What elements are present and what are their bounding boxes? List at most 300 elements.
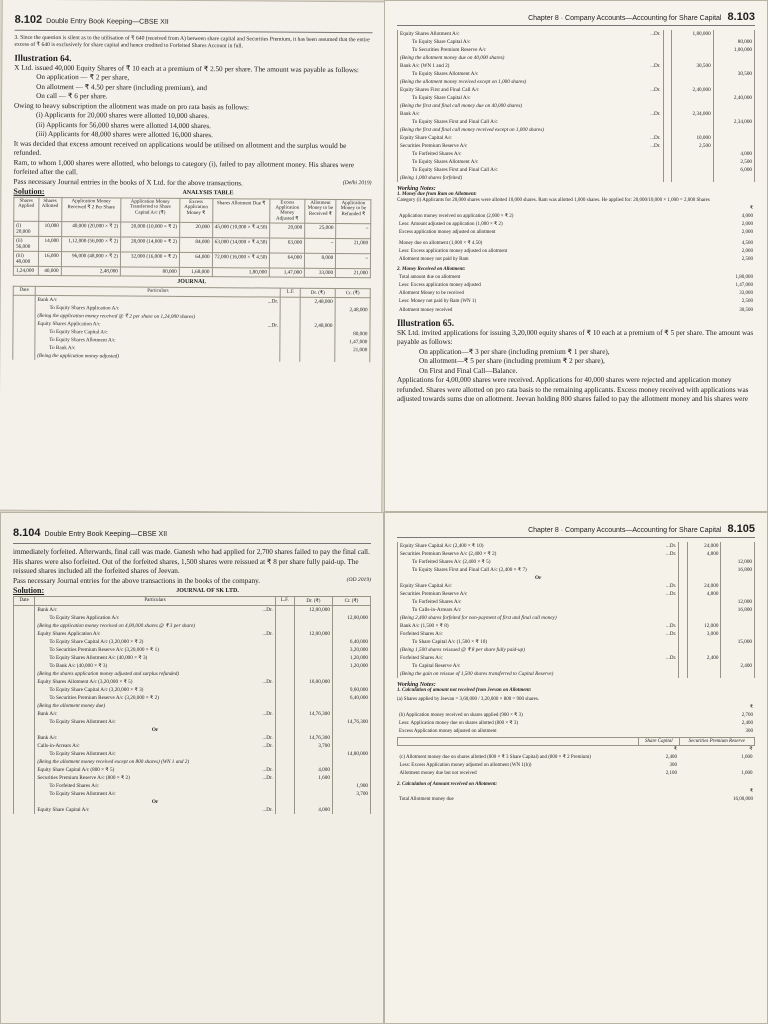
credit-cell <box>332 806 370 814</box>
particulars-line <box>400 167 661 173</box>
calc-value: ₹ <box>749 746 753 752</box>
lf-cell <box>275 750 294 758</box>
account-name: To Capital Reserve A/c <box>412 663 461 669</box>
calc-row <box>397 298 755 306</box>
credit-cell: 6,40,000 <box>332 638 370 646</box>
column-header: Shares Allotment Due ₹ <box>212 199 270 223</box>
calc-row <box>397 307 755 315</box>
ram-text: Ram, to whom 1,000 shares were allotted, who belongs to category (i), failed to pay allotment money. His shares were forfeited after the call. <box>13 158 355 177</box>
particulars-line <box>400 71 661 77</box>
date-cell <box>14 694 35 702</box>
lf-cell <box>679 662 688 670</box>
particulars-cell <box>398 606 679 614</box>
account-name: To Equity Shares Application A/c <box>49 305 120 312</box>
page-number: 8.102 <box>14 13 43 26</box>
debit-cell: 12,000 <box>687 622 721 630</box>
account-name: Bank A/c (WN 1 and 2) <box>400 63 450 69</box>
calc-label <box>397 704 717 712</box>
journal-row <box>14 662 371 670</box>
calc-label: Application money received on application (2,000 × ₹ 2) <box>399 213 514 219</box>
wn1-c-calc <box>397 737 755 779</box>
column-header: Excess Application Money Adjusted ₹ <box>270 199 305 223</box>
particulars-cell <box>398 542 679 550</box>
account-name: Or <box>151 799 159 805</box>
credit-cell <box>713 30 754 38</box>
particulars-line <box>400 87 661 93</box>
account-name: Bank A/c <box>37 711 57 717</box>
lf-cell <box>275 710 294 718</box>
account-name: Securities Premium Reserve A/c <box>400 143 468 149</box>
payment-label: On call <box>36 91 59 101</box>
table-cell: 20,000 <box>270 223 305 238</box>
lf-cell <box>275 662 294 670</box>
payment-schedule <box>397 348 755 377</box>
credit-cell: 14,80,000 <box>332 750 370 758</box>
debit-cell <box>687 638 721 646</box>
debit-cell <box>294 662 332 670</box>
lf-cell <box>275 718 294 726</box>
debit-cell: 4,800 <box>687 550 721 558</box>
debit-cell: 2,48,000 <box>300 297 335 306</box>
dr-mark: ...Dr. <box>650 135 661 141</box>
calc-label: Less: Excess Application money adjusted on allotment (WN 1(b)) <box>399 763 532 768</box>
debit-cell <box>672 126 713 134</box>
particulars-cell <box>35 718 275 726</box>
particulars-cell <box>398 70 664 78</box>
particulars-line <box>400 111 661 117</box>
particulars-cell <box>35 758 275 766</box>
lf-cell <box>679 542 688 550</box>
particulars-cell <box>398 46 664 54</box>
calc-value: 30,500 <box>739 307 753 313</box>
particulars-line <box>37 353 278 361</box>
journal-row <box>398 550 755 558</box>
narration-row <box>14 670 371 678</box>
lf-cell <box>275 638 294 646</box>
date-cell <box>13 352 35 360</box>
dr-mark: ...Dr. <box>665 591 677 597</box>
lf-cell <box>275 694 294 702</box>
debit-cell <box>687 566 721 574</box>
payment-line: On First and Final Call—Balance. <box>419 366 518 375</box>
credit-cell <box>713 134 754 142</box>
wn1-a: (a) Shares applied by Jeevan = 3,60,000 / 3,20,000 × 800 = 900 shares. <box>397 697 540 703</box>
debit-cell <box>672 70 713 78</box>
account-name: To Equity Shares First and Final Call A/c (2,400 × ₹ 7) <box>412 567 527 573</box>
debit-cell <box>687 670 721 678</box>
wn2-calc <box>397 274 755 315</box>
particulars-line <box>37 703 272 709</box>
page-8-105 <box>384 512 768 1024</box>
dr-mark: ...Dr. <box>262 735 273 741</box>
date-cell <box>14 638 35 646</box>
debit-cell <box>687 598 721 606</box>
journal-row <box>398 158 755 166</box>
calc-value <box>679 762 755 770</box>
credit-cell <box>721 550 755 558</box>
lf-cell <box>663 134 672 142</box>
narration: (Being the application money received on 4,00,000 shares @ ₹ 3 per share) <box>37 623 195 629</box>
date-cell <box>14 662 35 670</box>
dr-mark: ...Dr. <box>665 583 677 589</box>
date-cell <box>14 782 35 790</box>
account-name: To Equity Shares First and Final Call A/c <box>412 167 498 173</box>
table-cell: 1,47,000 <box>269 268 304 277</box>
credit-cell: 1,900 <box>332 782 370 790</box>
journal-row <box>14 790 371 798</box>
credit-cell <box>713 78 754 86</box>
credit-cell: 2,40,000 <box>713 94 754 102</box>
debit-cell <box>300 306 335 314</box>
credit-cell <box>721 630 755 638</box>
debit-cell <box>672 166 713 174</box>
particulars-cell <box>398 574 679 582</box>
calc-label <box>398 745 639 754</box>
wn2-title: 2. Calculation of Amount received on Allotment: <box>397 781 498 787</box>
particulars-line <box>37 663 272 669</box>
account-name: To Equity Shares Allotment A/c <box>49 719 116 725</box>
debit-cell <box>672 158 713 166</box>
journal-row <box>14 798 371 806</box>
lf-cell <box>281 306 301 314</box>
journal-row <box>14 774 371 782</box>
account-name: Equity Share Capital A/c (800 × ₹ 5) <box>37 767 115 773</box>
calc-value: 2,100 <box>665 771 677 777</box>
calc-row <box>397 290 755 298</box>
debit-cell: 14,76,300 <box>294 734 332 742</box>
calc-value: 1,80,000 <box>735 274 753 280</box>
lf-cell <box>275 622 294 630</box>
column-header: Particulars <box>35 597 275 606</box>
dr-mark: ...Dr. <box>665 543 677 549</box>
lf-cell <box>679 614 688 622</box>
wn1-title: 1. Money due from Ram on Allotment: <box>397 192 477 197</box>
account-name: To Equity Share Capital A/c <box>412 39 471 45</box>
particulars-line <box>400 143 661 149</box>
calc-label <box>397 788 651 796</box>
particulars-cell <box>35 782 275 790</box>
journal-row <box>14 606 371 615</box>
lf-cell <box>663 70 672 78</box>
particulars-cell <box>398 670 679 678</box>
wn1-calc <box>397 205 755 265</box>
particulars-cell <box>398 638 679 646</box>
debit-cell: 3,000 <box>687 630 721 638</box>
journal-table <box>397 30 755 182</box>
credit-cell <box>332 798 370 806</box>
calc-label: Less: Excess application money adjusted on allotment <box>399 248 508 254</box>
journal-table <box>13 596 371 814</box>
account-name: To Forfeited Shares A/c (2,400 × ₹ 5) <box>412 559 491 565</box>
particulars-cell <box>398 126 664 134</box>
particulars-line <box>37 711 272 717</box>
journal-row <box>398 62 755 70</box>
account-name: To Securities Premium Reserve A/c (3,20,000 × ₹ 2) <box>49 695 159 701</box>
lf-cell <box>663 86 672 94</box>
credit-cell <box>713 126 754 134</box>
category-line: (i) Applicants for 20,000 shares were allotted 10,000 shares. <box>35 110 210 121</box>
payment-line: On application—₹ 3 per share (including premium ₹ 1 per share), <box>419 347 610 356</box>
journal-row <box>14 638 371 646</box>
particulars-line <box>37 767 272 773</box>
dr-mark: ...Dr. <box>262 775 273 781</box>
pass-text: Pass necessary Journal entries for the above transactions in the books of the company. <box>13 576 261 585</box>
debit-cell <box>294 614 332 622</box>
account-name: To Bank A/c (40,000 × ₹ 3) <box>49 663 108 669</box>
payment-label: On application <box>36 72 81 82</box>
debit-cell: 24,000 <box>687 582 721 590</box>
credit-cell <box>721 614 755 622</box>
calc-label: Less: Money not paid by Ram (WN 1) <box>399 299 477 305</box>
debit-cell <box>294 790 332 798</box>
lf-cell <box>280 338 300 346</box>
dr-mark: ...Dr. <box>262 807 273 813</box>
particulars-line <box>400 31 661 37</box>
dr-mark: ...Dr. <box>650 111 661 117</box>
calc-row <box>397 221 755 229</box>
lf-cell <box>679 582 688 590</box>
debit-cell: 4,000 <box>294 766 332 774</box>
narration-row <box>398 78 755 86</box>
narration-row <box>14 622 371 630</box>
account-name: To Equity Shares Allotment A/c <box>49 791 116 797</box>
lf-cell <box>275 654 294 662</box>
particulars-line <box>37 623 272 629</box>
credit-cell: 2,48,000 <box>335 306 370 314</box>
lf-cell <box>280 354 300 362</box>
credit-cell: 9,60,000 <box>332 686 370 694</box>
particulars-line <box>37 615 272 621</box>
narration-row <box>398 102 755 110</box>
table-cell: 40,000 (20,000 × ₹ 2) <box>61 222 120 237</box>
debit-cell <box>687 646 721 654</box>
journal-row <box>398 598 755 606</box>
lf-cell <box>275 702 294 710</box>
journal-row <box>398 30 755 38</box>
account-name: To Forfeited Shares A/c <box>412 151 462 157</box>
debit-cell <box>294 686 332 694</box>
account-name: Equity Share Capital A/c <box>400 583 452 589</box>
journal-row <box>14 766 371 774</box>
account-name: To Securities Premium Reserve A/c <box>412 47 486 53</box>
account-name: Equity Shares Allotment A/c (3,20,000 × ₹ 5) <box>37 679 133 685</box>
debit-cell <box>687 614 721 622</box>
credit-cell <box>335 298 370 307</box>
date-cell <box>14 790 35 798</box>
date-cell <box>14 750 35 758</box>
date-cell <box>14 758 35 766</box>
particulars-cell <box>35 694 275 702</box>
particulars-line <box>400 559 676 565</box>
particulars-line <box>37 631 272 637</box>
credit-cell: 16,800 <box>721 566 755 574</box>
debit-cell <box>294 638 332 646</box>
credit-cell: 12,000 <box>721 558 755 566</box>
analysis-table <box>13 197 372 278</box>
calc-value: 2,500 <box>741 299 753 305</box>
calc-row <box>397 720 755 728</box>
table-cell: 21,000 <box>336 239 371 254</box>
particulars-line <box>37 647 272 653</box>
illustration-intro: X Ltd. issued 40,000 Equity Shares of ₹ 10 each at a premium of ₹ 2.50 per share. The amount was payable as follows: <box>14 63 359 74</box>
credit-cell: 12,00,000 <box>332 614 370 622</box>
debit-cell <box>300 314 335 322</box>
dr-mark: ...Dr. <box>650 87 661 93</box>
journal-row <box>14 806 371 814</box>
column-header: Application Money to be Refunded ₹ <box>336 200 371 224</box>
calc-value: 300 <box>669 763 677 768</box>
dr-mark: ...Dr. <box>262 607 273 613</box>
credit-cell <box>721 622 755 630</box>
lf-cell <box>663 62 672 70</box>
date-cell <box>14 622 35 630</box>
lf-cell <box>663 174 672 182</box>
lf-cell <box>663 118 672 126</box>
account-name: Bank A/c <box>400 111 420 117</box>
credit-cell: 1,20,000 <box>332 654 370 662</box>
credit-cell <box>713 174 754 182</box>
lf-cell <box>275 782 294 790</box>
calc-label: Allotment money due but not received <box>399 771 477 777</box>
column-header: Cr. (₹) <box>335 289 370 298</box>
wn2-title: 2. Money Received on Allotment: <box>397 267 466 273</box>
account-name: Bank A/c (1,500 × ₹ 8) <box>400 623 449 629</box>
debit-cell <box>294 758 332 766</box>
journal-row <box>398 46 755 54</box>
journal-row <box>398 542 755 550</box>
journal-table <box>397 542 755 678</box>
particulars-cell <box>35 614 275 622</box>
credit-cell: 30,500 <box>713 70 754 78</box>
working-notes-title: Working Notes: <box>397 186 436 192</box>
date-cell <box>14 710 35 718</box>
journal-row <box>14 718 371 726</box>
particulars-line <box>37 687 272 693</box>
particulars-cell <box>35 750 275 758</box>
particulars-line <box>400 639 676 645</box>
calc-label: (c) Allotment money due on shares allotted (800 × ₹ 3 Share Capital) and (800 × ₹ 2 Premium) <box>399 754 591 760</box>
credit-cell <box>335 314 370 322</box>
table-cell: 32,000 (16,000 × ₹ 2) <box>120 252 179 267</box>
debit-cell <box>294 798 332 806</box>
payment-value: — ₹ 2 per share, <box>80 73 130 82</box>
account-name: Or <box>534 575 542 581</box>
particulars-line <box>400 127 661 133</box>
table-cell: 2,48,000 <box>61 267 120 276</box>
column-header: Dr. (₹) <box>300 288 335 297</box>
particulars-cell <box>35 662 275 670</box>
lf-cell <box>663 78 672 86</box>
lf-cell <box>275 670 294 678</box>
particulars-line <box>37 807 272 813</box>
lf-cell <box>679 622 688 630</box>
narration: (Being the gain on reissue of 1,500 shares transferred to Capital Reserve) <box>400 671 554 677</box>
lf-cell <box>275 678 294 686</box>
calc-row <box>397 282 755 290</box>
debit-cell <box>294 718 332 726</box>
lf-cell <box>679 638 688 646</box>
journal-row <box>398 606 755 614</box>
calc-label: Allotment money received <box>399 307 453 313</box>
credit-cell <box>721 646 755 654</box>
particulars-line <box>400 47 661 53</box>
solution-label: Solution: <box>13 186 45 197</box>
calc-value: 2,000 <box>741 222 753 227</box>
account-name: Bank A/c <box>37 607 57 613</box>
account-name: To Calls-in-Arrears A/c <box>412 607 461 613</box>
narration-row <box>398 670 755 678</box>
credit-cell: 6,40,000 <box>332 694 370 702</box>
account-name: To Equity Share Capital A/c <box>49 329 108 336</box>
debit-cell <box>687 558 721 566</box>
lf-cell <box>679 574 688 582</box>
account-name: To Equity Shares First and Final Call A/c <box>412 119 498 125</box>
credit-cell: 80,000 <box>335 330 370 338</box>
journal-row <box>14 726 371 734</box>
table-cell: 28,000 (14,000 × ₹ 2) <box>121 237 180 252</box>
lf-cell <box>275 734 294 742</box>
table-cell: 64,000 <box>269 253 304 268</box>
particulars-cell <box>398 582 679 590</box>
allotment-categories <box>14 111 372 142</box>
solution-label: Solution: <box>13 586 45 595</box>
lf-cell <box>663 150 672 158</box>
calc-row <box>397 205 755 213</box>
credit-cell <box>332 710 370 718</box>
table-cell: 96,000 (48,000 × ₹ 2) <box>61 252 120 267</box>
calc-value: ₹ <box>749 788 753 794</box>
calc-value: 33,000 <box>739 291 753 296</box>
particulars-line <box>400 663 676 669</box>
lf-cell <box>679 598 688 606</box>
table-cell: 1,24,000 <box>13 266 38 275</box>
debit-cell <box>294 694 332 702</box>
particulars-cell <box>35 606 275 615</box>
column-header <box>398 737 639 745</box>
date-cell <box>14 734 35 742</box>
debit-cell <box>672 174 713 182</box>
illustration-text-2: Applications for 4,00,000 shares were received. Applications for 40,000 shares were rejected and application money refunded. Shares were allotted on pro rata basis to the remaining applicants. Excess money received with applications was adjusted towards sums due on allotment. Jeevan holding 800 shares failed to pay the allotment money and his shares were <box>397 376 749 404</box>
credit-cell <box>332 606 370 615</box>
particulars-cell <box>35 734 275 742</box>
debit-cell <box>672 46 713 54</box>
table-cell: 63,000 (14,000 × ₹ 4.50) <box>212 238 270 253</box>
particulars-line <box>400 63 661 69</box>
table-cell: 84,000 <box>179 237 212 252</box>
particulars-line <box>400 575 676 581</box>
table-cell: 80,000 <box>120 267 179 276</box>
particulars-cell <box>398 118 664 126</box>
debit-cell: 10,000 <box>672 134 713 142</box>
calc-label: Less: Amount adjusted on application (1,000 × ₹ 2) <box>399 222 503 227</box>
narration: (Being the allotment money received except on 800 shares) (WN 1 and 2) <box>37 759 190 765</box>
account-name: To Equity Shares Allotment A/c <box>412 71 479 77</box>
credit-cell: 2,34,000 <box>713 118 754 126</box>
particulars-line <box>37 775 272 781</box>
wn1-b-calc <box>397 704 755 737</box>
narration: (Being the allotment money due) <box>37 703 106 709</box>
account-name: Equity Share Capital A/c (2,400 × ₹ 10) <box>400 543 484 549</box>
particulars-line <box>37 791 272 797</box>
particulars-cell <box>398 94 664 102</box>
account-name: Equity Share Capital A/c <box>400 135 452 141</box>
journal-row <box>398 70 755 78</box>
decided-text: It was decided that excess amount received on applications would be utilised on allotment and the surplus would be refunded. <box>13 139 347 157</box>
date-cell <box>14 646 35 654</box>
credit-cell <box>332 766 370 774</box>
calc-value: 1,47,000 <box>735 282 753 288</box>
column-header: Allotment Money to be Received ₹ <box>305 199 336 223</box>
